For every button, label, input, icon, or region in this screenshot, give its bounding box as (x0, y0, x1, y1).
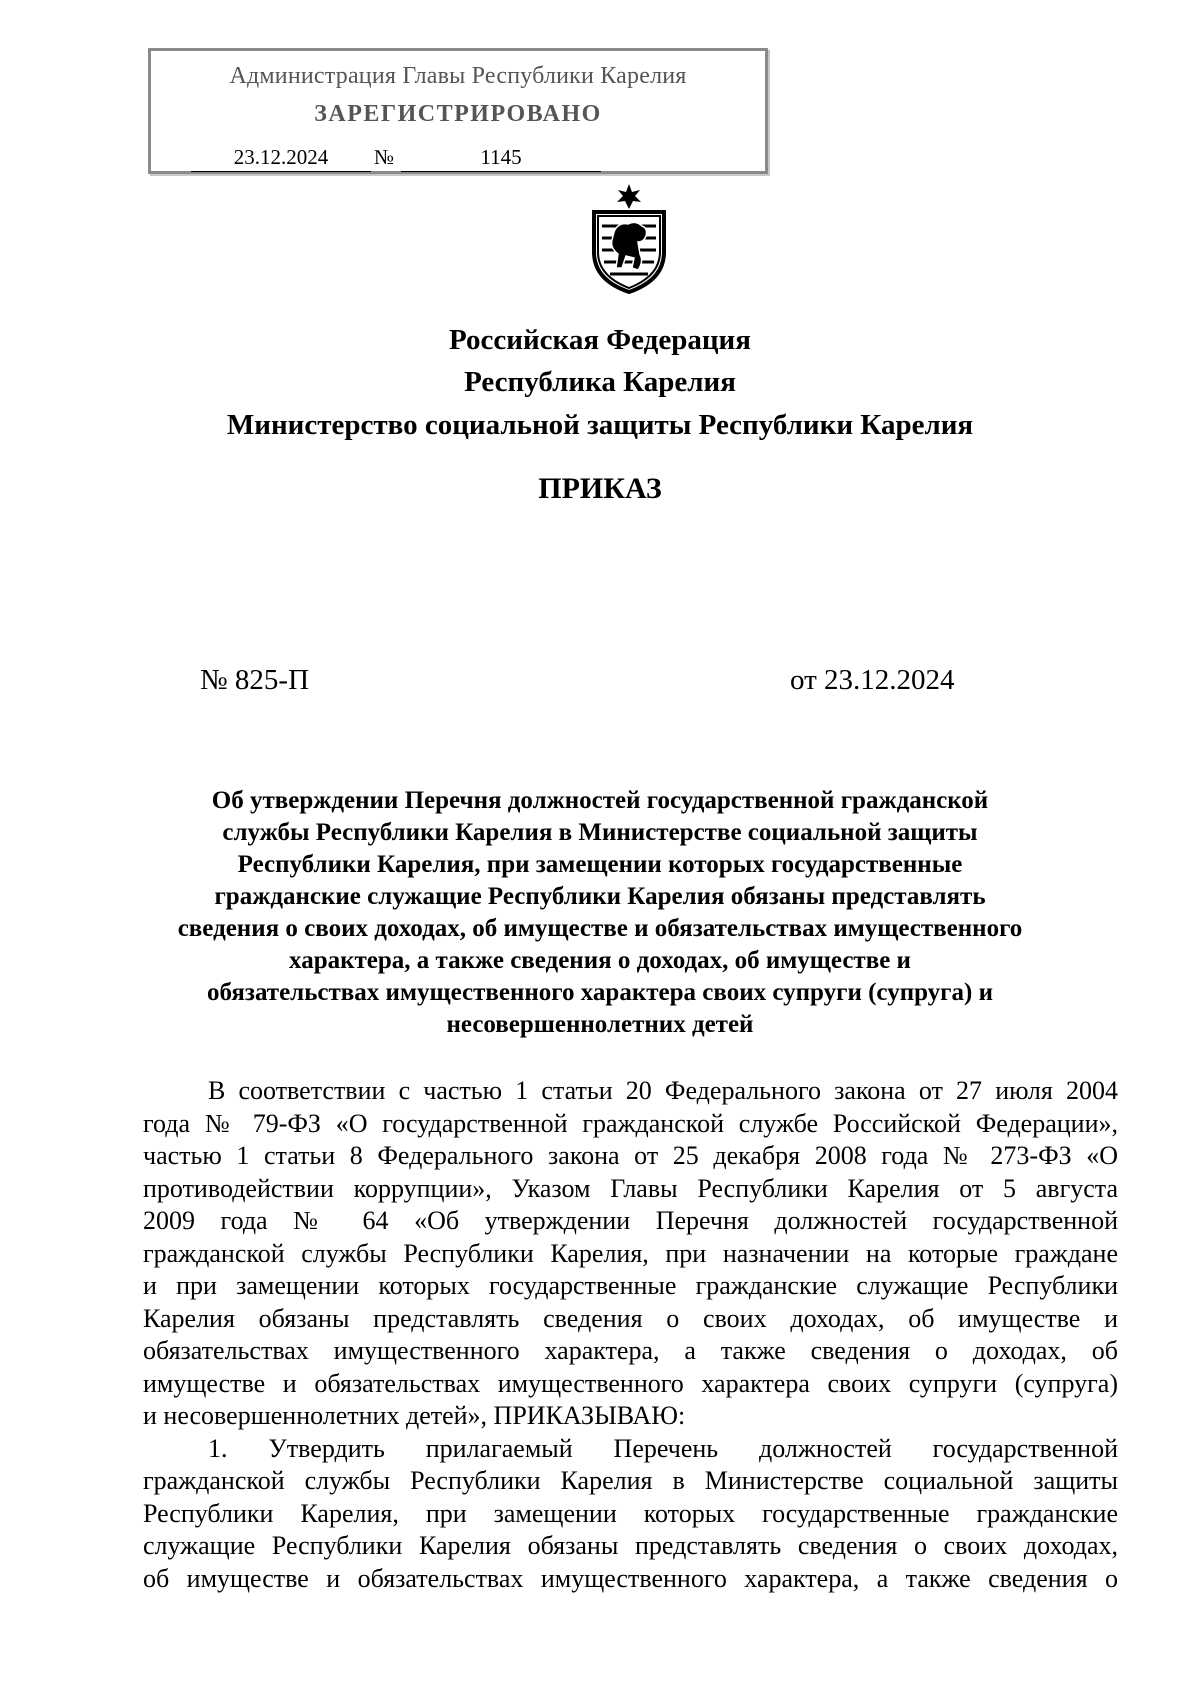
title-line: обязательствах имущественного характера своих супруги (супруга) и (207, 979, 993, 1006)
header-republic: Республика Карелия (464, 366, 736, 398)
stamp-date: 23.12.2024 (191, 143, 371, 172)
stamp-registration-row (191, 143, 751, 173)
title-line: сведения о своих доходах, об имуществе и обязательствах имущественного (177, 915, 1023, 942)
registration-stamp (148, 48, 768, 174)
body-line: противодействии коррупции», Указом Главы Республики Карелия от 5 августа (143, 1173, 1118, 1203)
document-title (130, 785, 1070, 1041)
title-line: Об утверждении Перечня должностей государственной гражданской (211, 787, 989, 814)
body-line: об имуществе и обязательствах имущественного характера, а также сведения о (143, 1563, 1118, 1593)
title-line: характера, а также сведения о доходах, об имуществе и (289, 947, 911, 974)
body-line: служащие Республики Карелия обязаны представлять сведения о своих доходах, (143, 1531, 1118, 1560)
body-line: Республики Карелия, при замещении которых государственные гражданские (143, 1498, 1118, 1528)
header-ministry: Министерство социальной защиты Республики Карелия (226, 409, 974, 441)
body-line: гражданской службы Республики Карелия в Министерстве социальной защиты (143, 1466, 1118, 1495)
title-line: несовершеннолетних детей (446, 1011, 754, 1038)
body-line: и при замещении которых государственные гражданские служащие Республики (143, 1271, 1118, 1300)
body-line: и несовершеннолетних детей», ПРИКАЗЫВАЮ: (143, 1401, 686, 1430)
order-date: от 23.12.2024 (790, 664, 955, 696)
title-line: гражданские служащие Республики Карелия обязаны представлять (214, 883, 986, 910)
document-body (143, 1075, 1118, 1595)
document-type: ПРИКАЗ (538, 472, 662, 505)
body-line: года № 79-ФЗ «О государственной гражданской службе Российской Федерации», (143, 1108, 1118, 1138)
body-line: гражданской службы Республики Карелия, при назначении на которые граждане (143, 1238, 1118, 1268)
stamp-number: 1145 (401, 143, 601, 172)
stamp-authority: Администрация Главы Республики Карелия (229, 63, 687, 89)
body-line: 1. Утвердить прилагаемый Перечень должностей государственной (208, 1433, 1118, 1463)
stamp-number-sign: № (374, 145, 395, 169)
header-country: Российская Федерация (449, 324, 751, 356)
body-line: В соответствии с частью 1 статьи 20 Федерального закона от 27 июля 2004 (208, 1076, 1118, 1105)
title-line: Республики Карелия, при замещении которых государственные (237, 851, 963, 878)
body-line: обязательствах имущественного характера, а также сведения о доходах, об (143, 1336, 1118, 1365)
body-line: 2009 года № 64 «Об утверждении Перечня должностей государственной (143, 1206, 1118, 1235)
karelia-coat-of-arms-icon (584, 182, 674, 294)
title-line: службы Республики Карелия в Министерстве социальной защиты (222, 819, 978, 846)
order-number: № 825-П (200, 664, 310, 696)
stamp-registered-label: ЗАРЕГИСТРИРОВАНО (314, 101, 602, 127)
body-line: частью 1 статьи 8 Федерального закона от 25 декабря 2008 года № 273-ФЗ «О (143, 1141, 1118, 1170)
body-line: Карелия обязаны представлять сведения о своих доходах, об имуществе и (143, 1303, 1118, 1333)
body-line: имуществе и обязательствах имущественного характера своих супруги (супруга) (143, 1368, 1118, 1398)
